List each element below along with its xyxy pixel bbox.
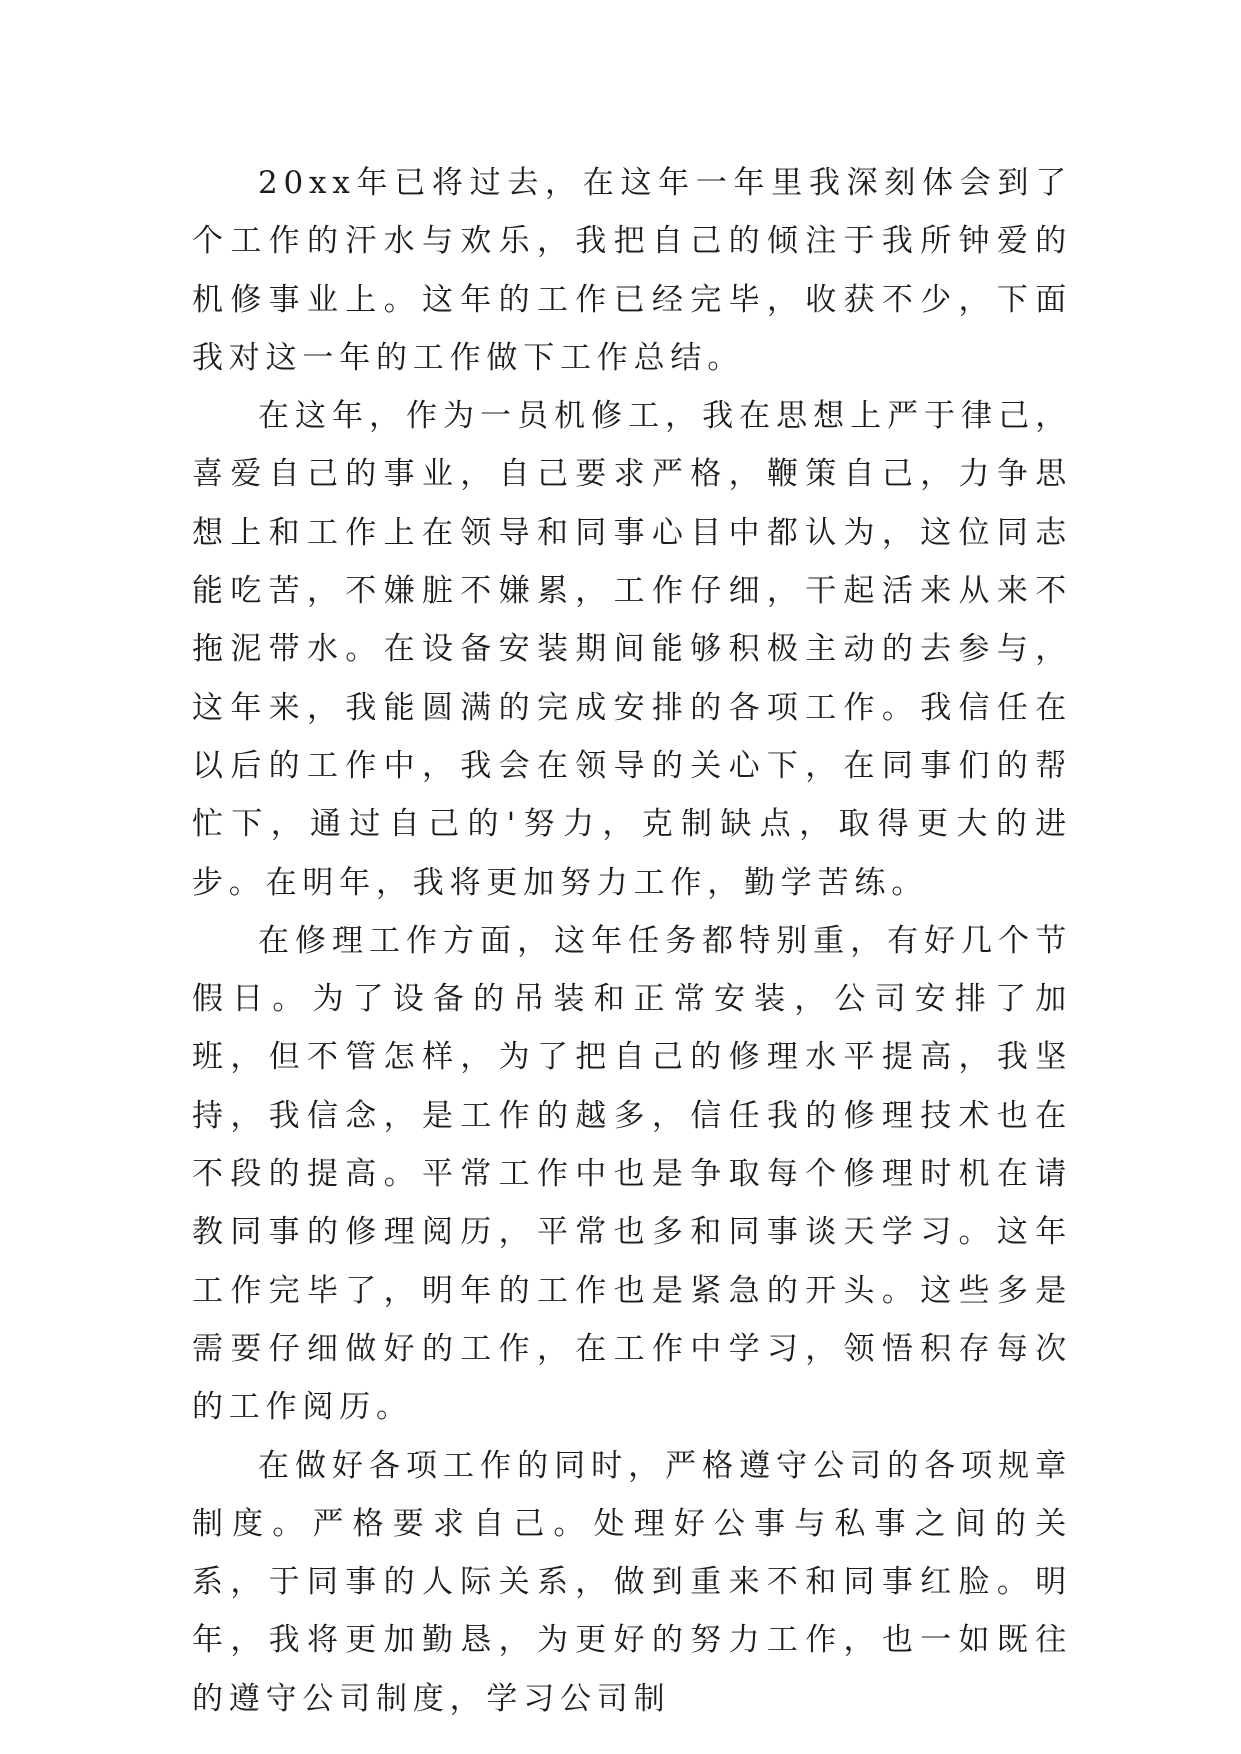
paragraph-discipline: 在做好各项工作的同时，严格遵守公司的各项规章制度。严格要求自己。处理好公事与私事之间的关系，于同事的人际关系，做到重来不和同事红脸。明年，我将更加勤恳，为更好的努力工作，也一如既往的遵守公司制度，学习公司制 xyxy=(192,1447,1072,1717)
document-body xyxy=(192,154,1072,1728)
paragraph-intro: 20xx年已将过去，在这年一年里我深刻体会到了个工作的汗水与欢乐，我把自己的倾注于我所钟爱的机修事业上。这年的工作已经完毕，收获不少，下面我对这一年的工作做下工作总结。 xyxy=(192,165,1072,376)
paragraph-repair-work: 在修理工作方面，这年任务都特别重，有好几个节假日。为了设备的吊装和正常安装，公司安排了加班，但不管怎样，为了把自己的修理水平提高，我坚持，我信念，是工作的越多，信任我的修理技术也在不段的提高。平常工作中也是争取每个修理时机在请教同事的修理阅历，平常也多和同事谈天学习。这年工作完毕了，明年的工作也是紧急的开头。这些多是需要仔细做好的工作，在工作中学习，领悟积存每次的工作阅历。 xyxy=(192,922,1072,1426)
paragraph-attitude: 在这年，作为一员机修工，我在思想上严于律己，喜爱自己的事业，自己要求严格，鞭策自己，力争思想上和工作上在领导和同事心目中都认为，这位同志能吃苦，不嫌脏不嫌累，工作仔细，干起活来从来不拖泥带水。在设备安装期间能够积极主动的去参与，这年来，我能圆满的完成安排的各项工作。我信任在以后的工作中，我会在领导的关心下，在同事们的帮忙下，通过自己的'努力，克制缺点，取得更大的进步。在明年，我将更加努力工作，勤学苦练。 xyxy=(192,398,1072,901)
